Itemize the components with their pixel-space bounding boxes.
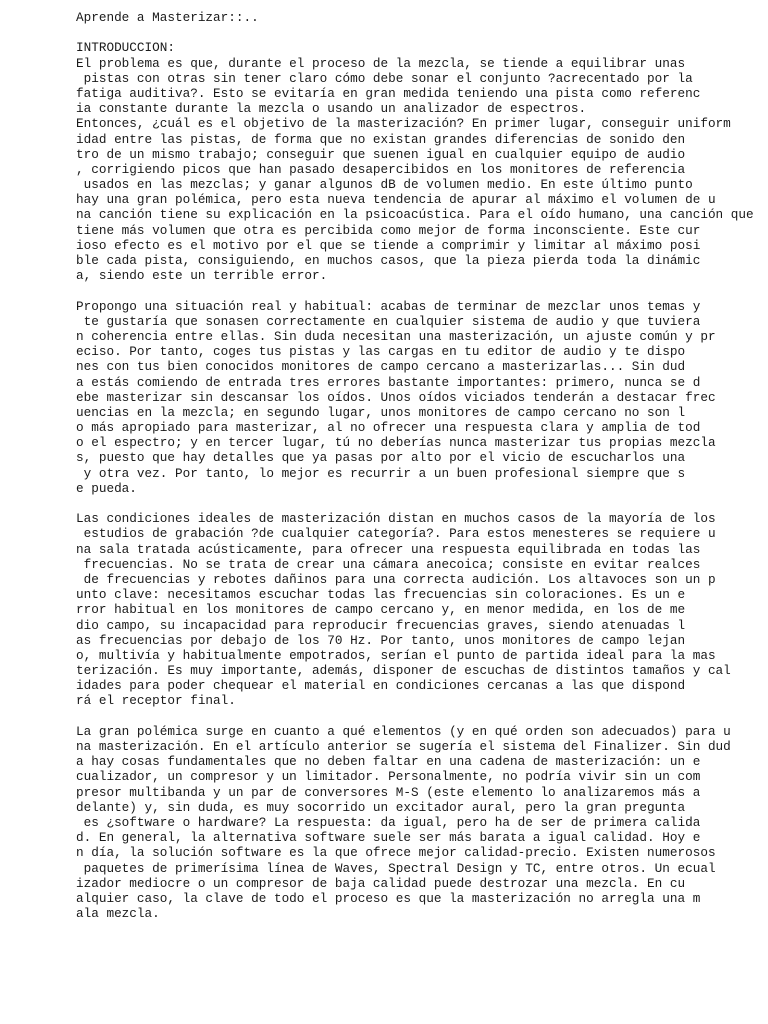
text-line: ala mezcla. — [76, 906, 160, 922]
document-page — [76, 10, 756, 921]
text-line: , corrigiendo picos que han pasado desapercibidos en los monitores de referencia — [76, 161, 686, 177]
text-line: y otra vez. Por tanto, lo mejor es recurrir a un buen profesional siempre que s — [76, 465, 686, 481]
paragraph — [76, 299, 756, 496]
text-line: frecuencias. No se trata de crear una cámara anecoica; consiste en evitar realces — [76, 556, 701, 572]
text-line: delante) y, sin duda, es muy socorrido un excitador aural, pero la gran pregunta — [76, 799, 686, 815]
text-line: estudios de grabación ?de cualquier categoría?. Para estos menesteres se requiere u — [76, 526, 716, 542]
text-line: terización. Es muy importante, además, disponer de escuchas de distintos tamaños y cal — [76, 663, 731, 679]
text-line: idad entre las pistas, de forma que no existan grandes diferencias de sonido den — [76, 131, 686, 147]
text-line: fatiga auditiva?. Esto se evitaría en gran medida teniendo una pista como referenc — [76, 85, 701, 101]
text-line: eciso. Por tanto, coges tus pistas y las cargas en tu editor de audio y te dispo — [76, 344, 686, 360]
paragraph — [76, 511, 756, 708]
blank-line — [76, 25, 756, 40]
text-line: d. En general, la alternativa software suele ser más barata a igual calidad. Hoy e — [76, 830, 701, 846]
text-line: a hay cosas fundamentales que no deben faltar en una cadena de masterización: un e — [76, 754, 701, 770]
text-line: nes con tus bien conocidos monitores de campo cercano a masterizarlas... Sin dud — [76, 359, 686, 375]
text-line: o, multivía y habitualmente empotrados, serían el punto de partida ideal para la mas — [76, 647, 716, 663]
text-line: usados en las mezclas; y ganar algunos dB de volumen medio. En este último punto — [76, 177, 693, 193]
text-line: ioso efecto es el motivo por el que se tiende a comprimir y limitar al máximo posi — [76, 237, 701, 253]
text-line: na masterización. En el artículo anterior se sugería el sistema del Finalizer. Sin dud — [76, 739, 731, 754]
blank-line — [76, 496, 756, 511]
text-line: s, puesto que hay detalles que ya pasas por alto por el vicio de escucharlos una — [76, 450, 686, 466]
text-line: uencias en la mezcla; en segundo lugar, unos monitores de campo cercano no son l — [76, 404, 686, 420]
blank-line — [76, 709, 756, 724]
text-line: idades para poder chequear el material en condiciones cercanas a las que dispond — [76, 678, 686, 694]
text-line: tiene más volumen que otra es percibida como mejor de forma inconsciente. Este cur — [76, 222, 701, 238]
section-heading: INTRODUCCION: — [76, 40, 175, 56]
text-line: pistas con otras sin tener claro cómo debe sonar el conjunto ?acrecentado por la — [76, 70, 693, 86]
text-line: o el espectro; y en tercer lugar, tú no deberías nunca masterizar tus propias mezcla — [76, 435, 716, 451]
text-line: te gustaría que sonasen correctamente en cualquier sistema de audio y que tuviera — [76, 313, 701, 329]
text-line: paquetes de primerísima línea de Waves, Spectral Design y TC, entre otros. Un ecual — [76, 860, 716, 876]
text-line: a, siendo este un terrible error. — [76, 268, 328, 284]
text-line: unto clave: necesitamos escuchar todas las frecuencias sin coloraciones. Es un e — [76, 587, 686, 603]
text-line: presor multibanda y un par de conversores M-S (este elemento lo analizaremos más a — [76, 784, 701, 800]
text-line: hay una gran polémica, pero esta nueva tendencia de apurar al máximo el volumen de u — [76, 192, 716, 208]
text-line: ia constante durante la mezcla o usando un analizador de espectros. — [76, 101, 587, 117]
blank-line — [76, 283, 756, 298]
text-line: rror habitual en los monitores de campo cercano y, en menor medida, en los de me — [76, 602, 686, 618]
text-line: Propongo una situación real y habitual: acabas de terminar de mezclar unos temas y — [76, 298, 701, 314]
document-body — [76, 56, 756, 922]
text-line: n día, la solución software es la que ofrece mejor calidad-precio. Existen numerosos — [76, 845, 716, 861]
text-line: dio campo, su incapacidad para reproducir frecuencias graves, siendo atenuadas l — [76, 617, 686, 633]
text-line: a estás comiendo de entrada tres errores bastante importantes: primero, nunca se d — [76, 374, 701, 390]
text-line: Entonces, ¿cuál es el objetivo de la masterización? En primer lugar, conseguir uniform — [76, 116, 731, 132]
document-title: Aprende a Masterizar::.. — [76, 10, 259, 25]
text-line: o más apropiado para masterizar, al no ofrecer una respuesta clara y amplia de tod — [76, 420, 701, 436]
text-line: na canción tiene su explicación en la psicoacústica. Para el oído humano, una canción que — [76, 207, 754, 223]
text-line: tro de un mismo trabajo; conseguir que suenen igual en cualquier equipo de audio — [76, 146, 686, 162]
paragraph — [76, 724, 756, 921]
text-line: Las condiciones ideales de masterización distan en muchos casos de la mayoría de los — [76, 511, 716, 527]
text-line: alquier caso, la clave de todo el proceso es que la masterización no arregla una m — [76, 890, 701, 906]
text-line: as frecuencias por debajo de los 70 Hz. Por tanto, unos monitores de campo lejan — [76, 632, 686, 648]
text-line: rá el receptor final. — [76, 693, 236, 709]
paragraph — [76, 56, 756, 284]
text-line: de frecuencias y rebotes dañinos para una correcta audición. Los altavoces son un p — [76, 571, 716, 587]
text-line: ebe masterizar sin descansar los oídos. Unos oídos viciados tenderán a destacar frec — [76, 389, 716, 405]
text-line: es ¿software o hardware? La respuesta: da igual, pero ha de ser de primera calida — [76, 814, 701, 830]
text-line: ble cada pista, consiguiendo, en muchos casos, que la pieza pierda toda la dinámic — [76, 253, 701, 268]
text-line: La gran polémica surge en cuanto a qué elementos (y en qué orden son adecuados) para u — [76, 723, 731, 739]
text-line: izador mediocre o un compresor de baja calidad puede destrozar una mezcla. En cu — [76, 875, 686, 891]
text-line: El problema es que, durante el proceso de la mezcla, se tiende a equilibrar unas — [76, 55, 686, 71]
text-line: e pueda. — [76, 480, 137, 496]
text-line: cualizador, un compresor y un limitador. Personalmente, no podría vivir sin un com — [76, 769, 701, 785]
text-line: n coherencia entre ellas. Sin duda necesitan una masterización, un ajuste común y pr — [76, 328, 716, 344]
text-line: na sala tratada acústicamente, para ofrecer una respuesta equilibrada en todas las — [76, 541, 701, 557]
